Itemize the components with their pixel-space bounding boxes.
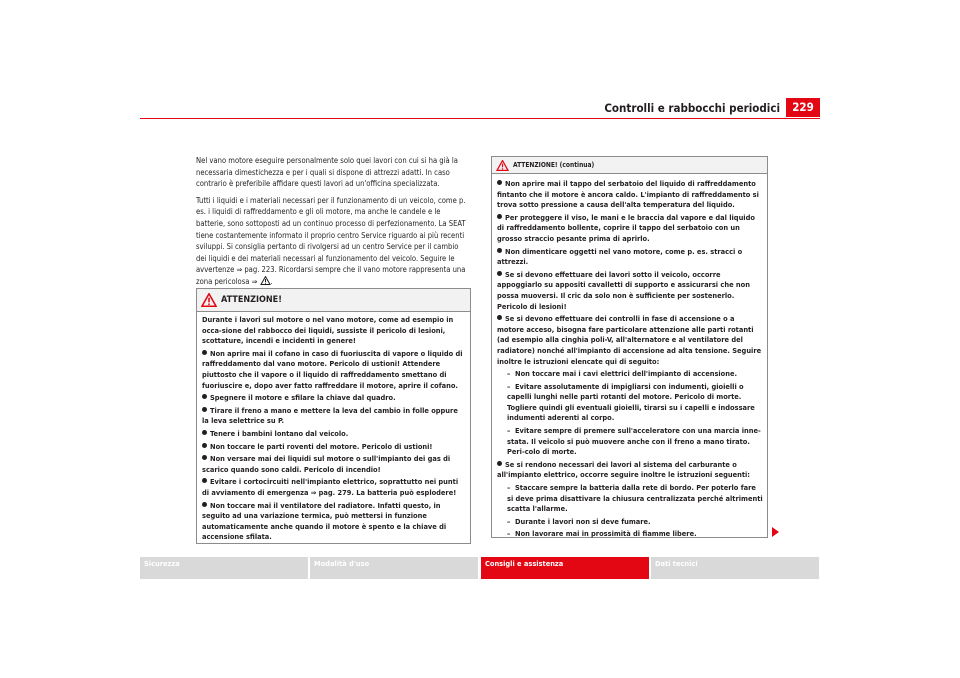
warning-bullet: Se si devono effettuare dei lavori sotto il veicolo, occorre appoggiarlo su appositi cavalletti di supporto e assicurarsi che non possa muoversi. Il cric da solo non è sufficiente per sostenerlo. Pericolo di lesioni! bbox=[497, 269, 750, 311]
warning-bullet: Se si devono effettuare dei controlli in fase di accensione o a motore acceso, bisogna fare particolare attenzione alle parti rotanti (ad esempio alla cinghia poli-V, all'alternatore e al ventilatore del radiatore) nonché all'impianto di accensione ad alta tensione. Seguire inoltre le istruzioni elencate qui di seguito: bbox=[497, 314, 762, 366]
bullet-icon bbox=[202, 502, 207, 507]
warning-sub-item: – Durante i lavori non si deve fumare. bbox=[507, 516, 651, 526]
bullet-icon bbox=[202, 407, 207, 412]
warning-continued-box bbox=[491, 156, 768, 538]
intro-paragraph-1: Nel vano motore eseguire personalmente solo quei lavori con cui si ha già la necessaria dimestichezza e per i quali si dispone di attrezzi adatti. In caso contrario è preferibile affidare questi lavori ad un'officina specializzata. bbox=[196, 156, 458, 189]
footer-tab-sicurezza[interactable]: Sicurezza bbox=[140, 557, 308, 579]
warning-box-header bbox=[197, 289, 470, 312]
bullet-icon bbox=[497, 248, 502, 253]
bullet-icon bbox=[202, 478, 207, 483]
page-header-title: Controlli e rabbocchi periodici bbox=[604, 101, 780, 115]
warning-sub-item: – Non toccare mai i cavi elettrici dell'impianto di accensione. bbox=[507, 369, 738, 379]
warning-box bbox=[196, 288, 471, 544]
warning-bullet: Evitare i cortocircuiti nell'impianto elettrico, soprattutto nei punti di avviamento di emergenza ⇒ pag. 279. La batteria può esplodere! bbox=[202, 477, 459, 497]
footer-tab-dati-tecnici[interactable]: Dati tecnici bbox=[651, 557, 819, 579]
warning-triangle-icon bbox=[201, 293, 217, 307]
bullet-icon bbox=[497, 214, 502, 219]
warning-sub-item: – Evitare sempre di premere sull'acceleratore con una marcia inne-stata. Il veicolo si può muovere anche con il freno a mano tirato. Peri-colo di morte. bbox=[507, 426, 761, 457]
header-rule bbox=[140, 118, 820, 119]
warning-sub-item: – Non lavorare mai in prossimità di fiamme libere. bbox=[507, 529, 697, 539]
warning-sub-item: – Staccare sempre la batteria dalla rete di bordo. Per poterlo fare si deve prima disattivare la chiusura centralizzata perché altrimenti scatta l'allarme. bbox=[507, 483, 763, 514]
warning-bullet: Spegnere il motore e sfilare la chiave dal quadro. bbox=[202, 393, 466, 404]
bullet-icon bbox=[497, 461, 502, 466]
bullet-icon bbox=[202, 394, 207, 399]
warning-continued-header bbox=[492, 157, 767, 174]
warning-bullet: Non dimenticare oggetti nel vano motore, come p. es. stracci o attrezzi. bbox=[497, 246, 743, 267]
warning-bullet: Tenere i bambini lontano dal veicolo. bbox=[202, 429, 466, 440]
bullet-icon bbox=[202, 443, 207, 448]
intro-text bbox=[196, 155, 468, 288]
bullet-icon bbox=[497, 271, 502, 276]
bullet-icon bbox=[202, 455, 207, 460]
warning-continued-title: ATTENZIONE! (continua) bbox=[513, 161, 595, 169]
bullet-icon bbox=[202, 430, 207, 435]
continue-arrow-icon bbox=[772, 527, 779, 537]
warning-bullet: Non aprire mai il cofano in caso di fuoriuscita di vapore o liquido di raffreddamento dal vano motore. Pericolo di ustioni! Attendere piuttosto che il vapore o il liquido di raffreddamento smettano di fuoriuscire e, dopo aver fatto raffreddare il motore, aprire il cofano. bbox=[202, 348, 463, 390]
bullet-icon bbox=[497, 180, 502, 185]
page-number: 229 bbox=[786, 98, 820, 117]
warning-bullet: Non toccare mai il ventilatore del radiatore. Infatti questo, in seguito ad una variazione termica, può mettersi in funzione automaticamente anche quando il motore è spento e la chiave di accensione sfilata. bbox=[202, 500, 447, 542]
warning-bullet: Per proteggere il viso, le mani e le braccia dal vapore e dal liquido di raffreddamento bollente, coprire il tappo del serbatoio con un grosso straccio pesante prima di aprirlo. bbox=[497, 212, 755, 243]
warning-triangle-icon bbox=[260, 276, 271, 285]
bullet-icon bbox=[202, 350, 207, 355]
warning-body bbox=[197, 312, 470, 543]
bullet-icon bbox=[497, 315, 502, 320]
intro-paragraph-2: Tutti i liquidi e i materiali necessari per il funzionamento di un veicolo, come p. es. i liquidi di raffreddamento e gli oli motore, ma anche le candele e le batterie, sono sottoposti ad un continuo processo di perfezionamento. La SEAT tiene costantemente informato il proprio centro Service riguardo ai più recenti sviluppi. Si consiglia pertanto di rivolgersi ad un centro Service per il cambio dei liquidi e dei materiali necessari al funzionamento del veicolo. Seguire le avvertenze ⇒ pag. 223. Ricordarsi sempre che il vano motore rappresenta una zona pericolosa ⇒ . bbox=[196, 195, 466, 286]
intro-paragraph-2-text: Tutti i liquidi e i materiali necessari per il funzionamento di un veicolo, come p. es. i liquidi di raffreddamento e gli oli motore, ma anche le candele e le batterie, sono sottoposti ad un continuo processo di perfezionamento. La SEAT tiene costantemente informato il proprio centro Service riguardo ai più recenti sviluppi. Si consiglia pertanto di rivolgersi ad un centro Service per il cambio dei liquidi e dei materiali necessari al funzionamento del veicolo. Seguire le avvertenze ⇒ pag. 223. Ricordarsi sempre che il vano motore rappresenta una zona pericolosa ⇒ bbox=[196, 195, 466, 286]
warning-title: ATTENZIONE! bbox=[221, 295, 282, 305]
warning-sub-item: – Evitare assolutamente di impigliarsi con indumenti, gioielli o capelli lunghi nelle parti rotanti del motore. Pericolo di morte. Togliere quindi gli eventuali gioielli, tirarsi su i capelli e indossare indumenti aderenti al corpo. bbox=[507, 381, 755, 423]
footer-tab-consigli-assistenza[interactable]: Consigli e assistenza bbox=[481, 557, 649, 579]
warning-bullet: Tirare il freno a mano e mettere la leva del cambio in folle oppure la leva selettrice su P. bbox=[202, 405, 458, 426]
warning-intro: Durante i lavori sul motore o nel vano motore, come ad esempio in occa-sione del rabbocco dei liquidi, sussiste il pericolo di lesioni, scottature, incendi e incidenti in genere! bbox=[202, 315, 454, 346]
warning-continued-body bbox=[492, 174, 767, 540]
warning-bullet: Non aprire mai il tappo del serbatoio del liquido di raffreddamento fintanto che il motore è ancora caldo. L'impianto di raffreddamento si trova sotto pressione a causa dell'alta temperatura del liquido. bbox=[497, 179, 759, 210]
warning-bullet: Non versare mai dei liquidi sul motore o sull'impianto dei gas di scarico quando sono caldi. Pericolo di incendio! bbox=[202, 454, 451, 474]
warning-triangle-icon bbox=[496, 160, 509, 171]
footer-tab-modalita-uso[interactable]: Modalità d'uso bbox=[310, 557, 478, 579]
warning-bullet: Non toccare le parti roventi del motore. Pericolo di ustioni! bbox=[202, 442, 466, 453]
warning-bullet: Se si rendono necessari dei lavori al sistema del carburante o all'impianto elettrico, occorre seguire inoltre le istruzioni seguenti: bbox=[497, 459, 750, 480]
